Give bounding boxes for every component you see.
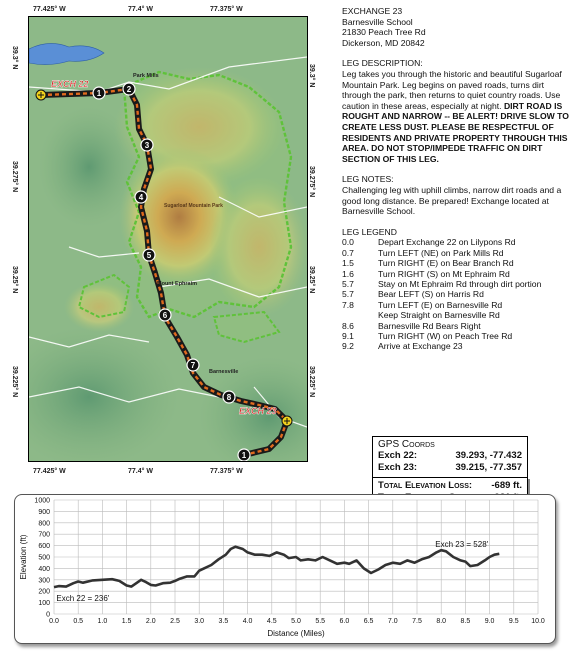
leg-description — [342, 69, 570, 164]
park-boundary — [124, 72, 291, 317]
place-label-barnesville: Barnesville — [209, 369, 239, 375]
stat-elevation-loss — [378, 480, 522, 492]
map-coord-right-1: 39.3° N — [308, 64, 315, 88]
x-tick-label: 3.5 — [218, 618, 229, 625]
x-tick-label: 6.0 — [339, 618, 350, 625]
leg-legend-instruction: Turn RIGHT (S) on Mt Ephraim Rd — [378, 268, 510, 279]
svg-text:3: 3 — [144, 141, 150, 150]
gps-row-value: 39.293, -77.432 — [455, 450, 522, 461]
place-label-sugarloaf: Sugarloaf Mountain Park — [164, 203, 223, 209]
leg-legend-mileage — [342, 310, 378, 320]
waypoint-3 — [141, 139, 153, 151]
gps-row-exch22 — [378, 450, 522, 462]
map-panel — [10, 6, 315, 484]
chart-x-ticks — [49, 618, 545, 625]
x-tick-label: 4.5 — [266, 618, 277, 625]
svg-text:8: 8 — [226, 393, 232, 402]
leg-legend-instruction: Bear LEFT (S) on Harris Rd — [378, 289, 484, 300]
map-coord-bottom-1: 77.425° W — [33, 468, 66, 475]
leg-legend-row — [342, 331, 570, 341]
svg-text:1: 1 — [96, 89, 102, 98]
x-tick-label: 9.0 — [484, 618, 495, 625]
leg-legend-mileage: 9.1 — [342, 330, 354, 341]
map-frame — [28, 16, 308, 462]
map-coord-left-3: 39.25° N — [11, 266, 18, 294]
x-tick-label: 0.5 — [73, 618, 84, 625]
x-tick-label: 7.0 — [387, 618, 398, 625]
leg-legend-instruction: Turn RIGHT (W) on Peach Tree Rd — [378, 330, 513, 341]
leg-legend-mileage: 0.7 — [342, 247, 354, 258]
x-tick-label: 9.5 — [508, 618, 519, 625]
x-tick-label: 8.0 — [436, 618, 447, 625]
leg-legend-row — [342, 237, 570, 247]
leg-legend-instruction: Turn RIGHT (E) on Bear Branch Rd — [378, 258, 514, 269]
svg-text:2: 2 — [126, 85, 132, 94]
leg-notes-heading: LEG NOTES: — [342, 174, 394, 185]
y-tick-label: 0 — [46, 611, 50, 619]
x-tick-label: 3.0 — [194, 618, 205, 625]
leg-legend-mileage: 5.7 — [342, 278, 354, 289]
leg-legend-instruction: Stay on Mt Ephraim Rd through dirt portion — [378, 278, 542, 289]
place-label-park-mills: Park Mills — [133, 73, 159, 79]
x-tick-label: 1.0 — [97, 618, 108, 625]
map-coord-top-3: 77.375° W — [210, 6, 243, 13]
map-coord-bottom-3: 77.375° W — [210, 468, 243, 475]
chart-annotation-start: Exch 22 = 236' — [56, 594, 110, 604]
map-coord-top-2: 77.4° W — [128, 6, 153, 13]
elevation-chart — [14, 494, 554, 654]
y-tick-label: 400 — [38, 565, 50, 573]
svg-text:6: 6 — [162, 311, 168, 320]
leg-description-heading: LEG DESCRIPTION: — [342, 58, 423, 69]
x-tick-label: 1.5 — [121, 618, 132, 625]
x-tick-label: 4.0 — [242, 618, 253, 625]
gps-title: GPS Coords — [378, 439, 435, 450]
leg-legend-row — [342, 341, 570, 351]
map-coord-right-3: 39.25° N — [308, 266, 315, 294]
leg-legend-row — [342, 321, 570, 331]
leg-legend-mileage: 8.6 — [342, 320, 354, 331]
leg-legend-table — [342, 237, 570, 351]
waypoint-9 — [238, 449, 250, 461]
waypoint-8 — [223, 391, 235, 403]
y-tick-label: 700 — [38, 531, 50, 539]
x-tick-label: 2.5 — [170, 618, 180, 625]
leg-legend-row — [342, 258, 570, 268]
x-tick-label: 8.5 — [460, 618, 471, 625]
gps-row-exch23 — [378, 462, 522, 474]
y-tick-label: 500 — [38, 554, 50, 562]
y-tick-label: 1000 — [34, 497, 50, 505]
leg-info-panel — [342, 6, 570, 352]
leg-legend-mileage: 5.7 — [342, 289, 354, 300]
y-tick-label: 200 — [38, 588, 50, 596]
leg-legend-row — [342, 248, 570, 258]
chart-y-ticks — [34, 498, 50, 619]
x-tick-label: 10.0 — [531, 618, 545, 625]
leg-legend-mileage: 9.2 — [342, 341, 354, 352]
leg-legend-mileage: 1.6 — [342, 268, 354, 279]
svg-text:1: 1 — [241, 451, 247, 460]
elevation-line — [54, 547, 499, 587]
waypoint-5 — [143, 249, 155, 261]
svg-text:5: 5 — [146, 251, 152, 260]
map-coord-left-2: 39.275° N — [11, 161, 18, 193]
elevation-profile — [14, 494, 554, 654]
leg-legend-row — [342, 289, 570, 299]
leg-legend-heading: LEG LEGEND — [342, 226, 397, 237]
place-label-mount-ephraim: Mount Ephraim — [157, 281, 198, 287]
leg-legend-row — [342, 279, 570, 289]
leg-legend-row — [342, 310, 570, 320]
leg-legend-instruction: Arrive at Exchange 23 — [378, 341, 463, 352]
map-coord-right-2: 39.275° N — [308, 166, 315, 198]
waypoint-7 — [187, 359, 199, 371]
leg-description-plain: Leg takes you through the historic and beautiful Sugarloaf Mountain Park. Leg begins on paved roads, turns dirt through the park, then returns to quiet country roads. Use caution in these areas, especially at night. — [342, 68, 562, 111]
y-tick-label: 100 — [38, 600, 50, 608]
map-coord-left-1: 39.3° N — [11, 46, 18, 70]
leg-legend-instruction: Barnesville Rd Bears Right — [378, 320, 481, 331]
chart-annotation-end: Exch 23 = 528' — [435, 539, 489, 549]
leg-legend-mileage: 0.0 — [342, 237, 354, 248]
map-coord-left-4: 39.225° N — [11, 366, 18, 398]
waypoint-1 — [93, 87, 105, 99]
leg-legend-instruction: Turn LEFT (NE) on Park Mills Rd — [378, 247, 504, 258]
address-line-3: Dickerson, MD 20842 — [342, 37, 425, 48]
map-coord-top-1: 77.425° W — [33, 6, 66, 13]
x-tick-label: 6.5 — [363, 618, 374, 625]
y-tick-label: 800 — [38, 520, 50, 528]
leg-description-warning: DIRT ROAD IS ROUGHT AND NARROW -- BE ALERT! DRIVE SLOW TO CREATE LESS DUST. PLEASE BE RESPECTFUL OF RESIDENTS AND PRIVATE PROPERTY THROUGH THIS AREA. DO NOT STOP/IMPEDE TRAFFIC ON DIRT SECTION OF THIS LEG. — [342, 100, 569, 164]
x-tick-label: 5.5 — [315, 618, 326, 625]
y-tick-label: 900 — [38, 508, 50, 516]
x-tick-label: 7.5 — [412, 618, 422, 625]
x-tick-label: 5.0 — [291, 618, 301, 625]
gps-row-label: Exch 22: — [378, 450, 418, 461]
map-canvas — [29, 17, 307, 461]
waypoint-6 — [159, 309, 171, 321]
y-tick-label: 600 — [38, 543, 50, 551]
x-tick-label: 2.0 — [145, 618, 156, 625]
exchange-22-label: EXCH 22 — [51, 79, 89, 89]
leg-notes: Challenging leg with uphill climbs, narrow dirt roads and a good long distance. Be prepared! Exchange located at Barnesville School. — [342, 184, 562, 217]
gps-row-value: 39.215, -77.357 — [455, 462, 522, 473]
leg-legend-instruction: Depart Exchange 22 on Lilypons Rd — [378, 237, 516, 248]
leg-legend-instruction: Keep Straight on Barnesville Rd — [378, 310, 500, 321]
chart-x-label: Distance (Miles) — [267, 629, 325, 638]
leg-legend-mileage: 1.5 — [342, 258, 354, 269]
waypoint-4 — [135, 191, 147, 203]
svg-text:7: 7 — [190, 361, 196, 370]
leg-legend-instruction: Turn LEFT (E) on Barnesville Rd — [378, 299, 503, 310]
exchange-title: EXCHANGE 23 — [342, 6, 403, 16]
x-tick-label: 0.0 — [49, 618, 59, 625]
map-coord-right-4: 39.225° N — [308, 366, 315, 398]
map-coord-bottom-2: 77.4° W — [128, 468, 153, 475]
chart-y-label: Elevation (ft) — [19, 534, 28, 580]
exchange-23-label: EXCH 23 — [239, 406, 277, 416]
y-tick-label: 300 — [38, 577, 50, 585]
waypoint-2 — [123, 83, 135, 95]
leg-legend-row — [342, 300, 570, 310]
stat-label: Total Elevation Loss: — [378, 480, 473, 491]
svg-text:4: 4 — [138, 193, 144, 202]
address-line-1: Barnesville School — [342, 16, 413, 27]
gps-coords-section — [372, 436, 528, 477]
stat-value: -689 ft. — [491, 480, 522, 491]
address-line-2: 21830 Peach Tree Rd — [342, 27, 426, 38]
leg-legend-row — [342, 269, 570, 279]
leg-legend-mileage: 7.8 — [342, 299, 354, 310]
gps-row-label: Exch 23: — [378, 462, 418, 473]
